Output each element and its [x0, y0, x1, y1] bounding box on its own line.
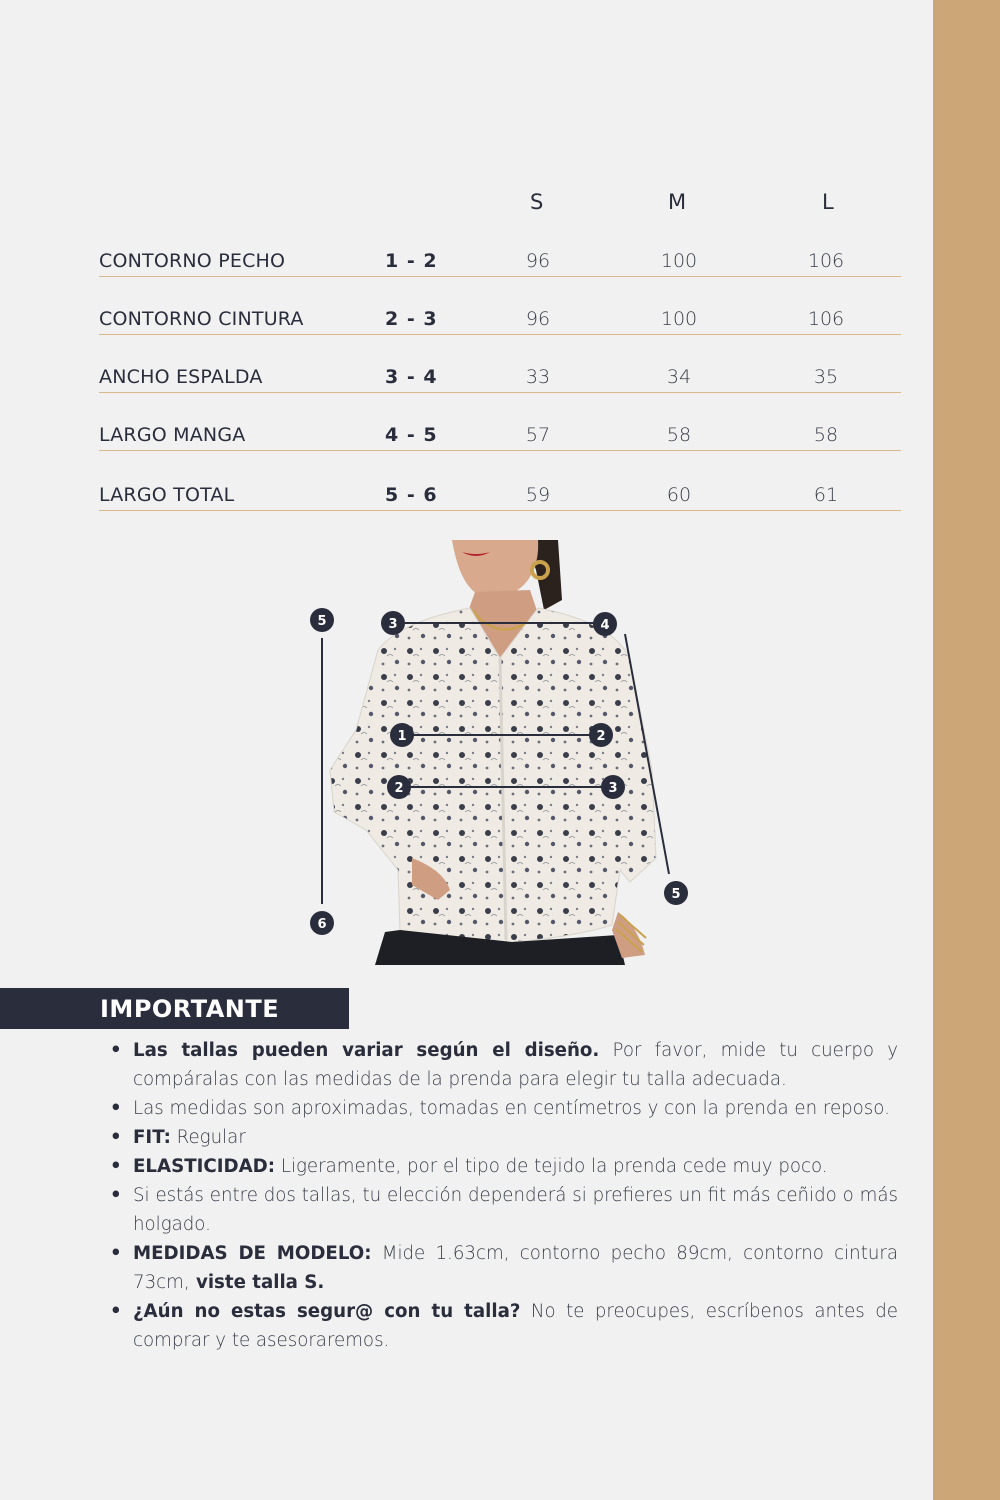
value-m: 100 [660, 308, 698, 330]
marker-length-top [310, 608, 334, 632]
svg-text:4: 4 [600, 618, 610, 633]
row-label: LARGO TOTAL [99, 484, 235, 506]
list-item: • Si estás entre dos tallas, tu elección dependerá si prefieres un fit más ceñido o más holgado. [108, 1181, 898, 1239]
table-row [99, 248, 901, 277]
value-l: 106 [807, 250, 845, 272]
row-range: 3 - 4 [385, 366, 438, 388]
list-item: • MEDIDAS DE MODELO: Mide 1.63cm, contorno pecho 89cm, contorno cintura 73cm, viste talla S. [108, 1239, 898, 1297]
row-range: 5 - 6 [385, 484, 438, 506]
value-m: 58 [666, 424, 692, 446]
marker-chest-right [589, 723, 613, 747]
row-range: 4 - 5 [385, 424, 438, 446]
svg-text:2: 2 [596, 729, 606, 744]
value-s: 59 [525, 484, 551, 506]
svg-text:5: 5 [317, 614, 327, 629]
svg-text:6: 6 [317, 917, 327, 932]
list-item: • FIT: Regular [108, 1123, 898, 1152]
table-row [99, 482, 901, 511]
value-l: 106 [807, 308, 845, 330]
svg-text:3: 3 [608, 781, 618, 796]
value-s: 96 [525, 250, 551, 272]
row-range: 2 - 3 [385, 308, 438, 330]
list-item: • Las medidas son aproximadas, tomadas en centímetros y con la prenda en reposo. [108, 1094, 898, 1123]
size-header-m: M [668, 190, 687, 214]
value-s: 57 [525, 424, 551, 446]
value-m: 60 [666, 484, 692, 506]
row-label: ANCHO ESPALDA [99, 366, 263, 388]
list-item: • ELASTICIDAD: Ligeramente, por el tipo de tejido la prenda cede muy poco. [108, 1152, 898, 1181]
size-header-s: S [530, 190, 544, 214]
marker-waist-left [387, 775, 411, 799]
svg-text:2: 2 [394, 781, 404, 796]
marker-sleeve-end [664, 881, 688, 905]
marker-waist-right [601, 775, 625, 799]
marker-chest-left [390, 723, 414, 747]
marker-shoulder-right [593, 612, 617, 636]
table-row [99, 364, 901, 393]
row-label: CONTORNO PECHO [99, 250, 286, 272]
marker-shoulder-left [381, 611, 405, 635]
row-range: 1 - 2 [385, 250, 438, 272]
list-item: • Las tallas pueden variar según el diseño. Por favor, mide tu cuerpo y compáralas con las medidas de la prenda para elegir tu talla adecuada. [108, 1036, 898, 1094]
svg-text:1: 1 [397, 729, 407, 744]
table-row [99, 422, 901, 451]
garment-measurement-figure [300, 540, 700, 965]
row-label: LARGO MANGA [99, 424, 246, 446]
value-m: 34 [666, 366, 692, 388]
row-label: CONTORNO CINTURA [99, 308, 304, 330]
blouse-illustration [300, 540, 700, 965]
marker-length-bottom [310, 911, 334, 935]
value-l: 58 [813, 424, 839, 446]
list-item: • ¿Aún no estas segur@ con tu talla? No te preocupes, escríbenos antes de comprar y te asesoraremos. [108, 1297, 898, 1355]
value-s: 33 [525, 366, 551, 388]
value-l: 61 [813, 484, 839, 506]
svg-text:3: 3 [388, 617, 398, 632]
svg-text:5: 5 [671, 887, 681, 902]
value-l: 35 [813, 366, 839, 388]
important-notes-list [108, 1036, 898, 1355]
table-row [99, 306, 901, 335]
value-s: 96 [525, 308, 551, 330]
accent-side-band [933, 0, 1000, 1500]
value-m: 100 [660, 250, 698, 272]
size-header-l: L [822, 190, 834, 214]
importante-title: IMPORTANTE [100, 995, 280, 1023]
